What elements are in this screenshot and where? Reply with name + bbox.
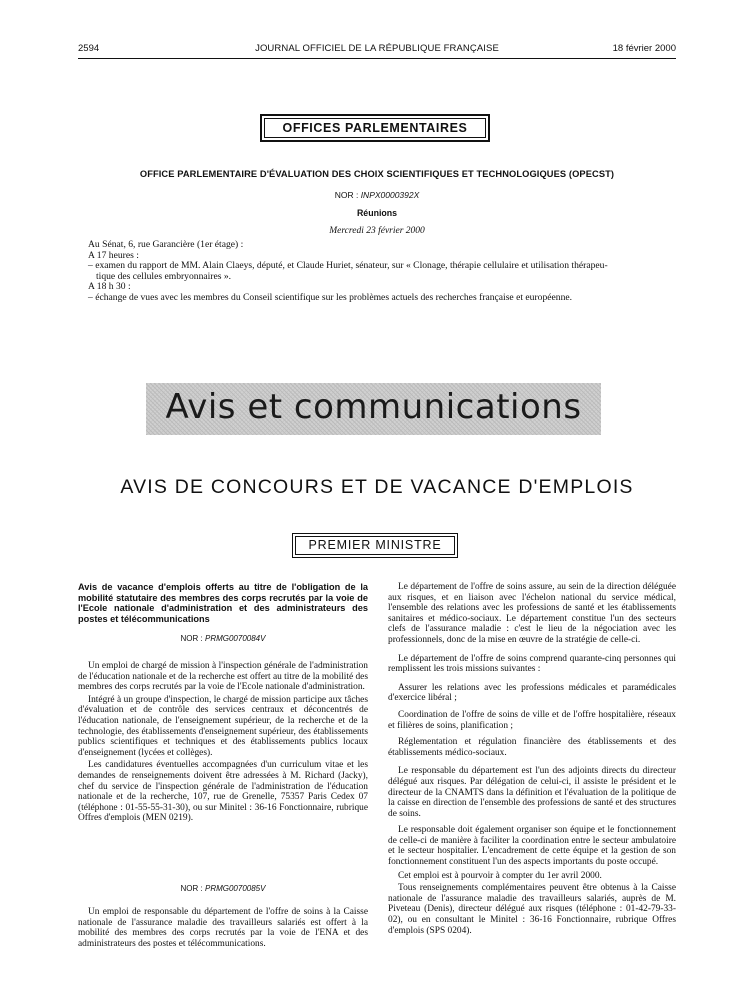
paragraph: Intégré à un groupe d'inspection, le chargé de mission participe aux tâches d'évaluation et de contrôle des services centraux et déconcentrés de l'éducation nationale, de l'enseignement supérieur, de la recherche et de la technologie, des établissements d'enseignement supérieur, des établissements publics scientifiques et techniques et des établissements publics locaux d'enseignement (lycées et collèges). (78, 694, 368, 758)
paragraph: Les candidatures éventuelles accompagnées d'un curriculum vitae et les demandes de renseignements doivent être adressées à M. Richard (Jacky), chef du service de l'inspection générale de l'administration de l'éducation nationale et de la recherche, 107, rue de Grenelle, 75357 Paris Cedex 07 (téléphone : 01-55-55-31-30), ou sur Minitel : 36-16 Fonctionnaire, rubrique Offres d'emplois (MEN 0219). (78, 760, 368, 824)
offices-section-title: OFFICES PARLEMENTAIRES (264, 118, 486, 138)
journal-title: JOURNAL OFFICIEL DE LA RÉPUBLIQUE FRANÇAISE (255, 43, 499, 54)
nor-reference (78, 884, 368, 893)
nor-label: NOR : (334, 190, 359, 200)
section-banner (146, 383, 601, 435)
offices-section-box (260, 114, 490, 142)
banner-title: Avis et communications (165, 387, 582, 427)
paragraph: Le responsable doit également organiser son équipe et le fonctionnement de celle-ci de manière à faciliter la coordination entre le secteur ambulatoire et le secteur hospitalier. L'encadrement de cette équipe et la gestion de son fonctionnement constituent l'un des aspects importants du poste occupé. (388, 825, 676, 868)
article-title: Avis de vacance d'emplois offerts au titre de l'obligation de la mobilité statutaire des membres des corps recrutés par la voie de l'Ecole nationale d'administration et des administrateurs des postes et télécommunications (78, 582, 368, 624)
nor-label: NOR : (180, 883, 203, 893)
right-column (388, 582, 676, 936)
ministry-box (292, 533, 458, 558)
schedule-line: A 17 heures : (88, 249, 139, 261)
paragraph: Assurer les relations avec les professions médicales et paramédicales d'exercice libéral ; (388, 682, 676, 704)
schedule-line: – examen du rapport de MM. Alain Claeys, député, et Claude Huriet, sénateur, sur « Clonage, thérapie cellulaire et utilisation thérapeu- (88, 260, 608, 272)
paragraph: Le responsable du département est l'un des adjoints directs du directeur délégué aux risques. Par délégation de celui-ci, il assiste le président et le directeur de la CNAMTS dans la définition et l'évaluation de la politique de la caisse en direction de l'ensemble des professions de santé et des structures de soins. (388, 766, 676, 819)
schedule-line: tique des cellules embryonnaires ». (96, 270, 232, 282)
paragraph: Cet emploi est à pourvoir à compter du 1er avril 2000. (398, 870, 602, 881)
avis-heading: AVIS DE CONCOURS ET DE VACANCE D'EMPLOIS (120, 476, 634, 498)
paragraph: Le département de l'offre de soins comprend quarante-cinq personnes qui remplissent les trois missions suivantes : (388, 653, 676, 675)
page-header (78, 43, 676, 57)
left-column (78, 582, 368, 949)
paragraph: Réglementation et régulation financière des établissements et des établissements médico-sociaux. (388, 737, 676, 758)
paragraph: Un emploi de responsable du département de l'offre de soins à la Caisse nationale de l'assurance maladie des travailleurs salariés est offert à la mobilité des membres des corps recrutés par la voie de l'ENA et des administrateurs des postes et télécommunications. (78, 906, 368, 949)
nor-value: PRMG0070084V (204, 634, 266, 643)
nor-value: INPX0000392X (360, 190, 420, 200)
meeting-date: Mercredi 23 février 2000 (329, 226, 425, 236)
header-divider (78, 58, 676, 59)
paragraph: Le département de l'offre de soins assure, au sein de la direction déléguée aux risques, et en liaison avec l'échelon national du service médical, l'ensemble des relations avec les professions de santé et les établissements sanitaires et médico-sociaux. Le département constitue l'un des secteurs clefs de l'assurance maladie : c'est le lieu de la négociation avec les professionnels, donc de la mise en œuvre de la stratégie de celle-ci. (388, 582, 676, 645)
meeting-schedule (88, 240, 676, 304)
section-heading: Réunions (356, 208, 398, 218)
page-number: 2594 (78, 43, 100, 54)
nor-reference (78, 634, 368, 643)
paragraph: Un emploi de chargé de mission à l'inspection générale de l'administration de l'éducation nationale et de la recherche est offert au titre de la mobilité des membres des corps recrutés par la voie de l'Ecole nationale d'administration. (78, 661, 368, 693)
issue-date: 18 février 2000 (612, 43, 676, 54)
paragraph: Tous renseignements complémentaires peuvent être obtenus à la Caisse nationale de l'assurance maladie des travailleurs salariés, auprès de M. Piveteau (Denis), directeur délégué aux risques (téléphone : 01-42-79-33-02), ou en consultant le Minitel : 36-16 Fonctionnaire, rubrique Offres d'emplois (SPS 0204). (388, 883, 676, 936)
ministry-title: PREMIER MINISTRE (295, 536, 455, 555)
schedule-line: – échange de vues avec les membres du Conseil scientifique sur les problèmes actuels des recherches française et européenne. (88, 291, 573, 303)
nor-reference (78, 190, 676, 200)
nor-value: PRMG0070085V (204, 883, 266, 893)
schedule-line: A 18 h 30 : (88, 281, 131, 293)
schedule-line: Au Sénat, 6, rue Garancière (1er étage) : (88, 239, 244, 250)
nor-label: NOR : (180, 634, 203, 643)
office-name: OFFICE PARLEMENTAIRE D'ÉVALUATION DES CHOIX SCIENTIFIQUES ET TECHNOLOGIQUES (OPECST) (139, 169, 615, 179)
paragraph: Coordination de l'offre de soins de ville et de l'offre hospitalière, réseaux et filières de soins, planification ; (388, 709, 676, 731)
